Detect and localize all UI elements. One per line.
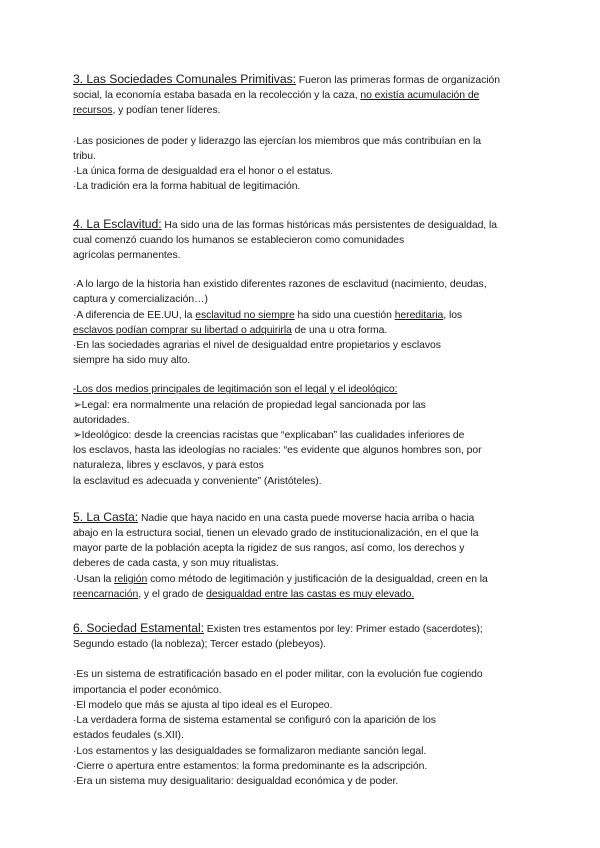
section-6-bullets: ·Es un sistema de estratificación basado en el poder militar, con la evolución fue cogiendo importancia el poder económico. ·El modelo que más se ajusta al tipo ideal es el Europeo. ·La verdadera forma de sistema estamental se configuró con la aparición de los estados feudales (s.XII). ·Los estamentos y las desigualdades se formalizaron mediante sanción legal. ·Cierre o apertura entre estamentos: la forma predominante es la adscripción. ·Era un sistema muy desigualitario: desigualdad económica y de poder. [73,669,483,787]
legitimation-means: -Los dos medios principales de legitimación son el legal y el ideológico: ➢Legal: era normalmente una relación de propiedad legal sancionada por las autoridades. ➢Ideológico: desde la creencias racistas que “explicaban” las cualidades inferiores de los esclavos, hasta las ideologías no raciales: “es evidente que algunos hombres son, por naturaleza, libres y esclavos, y para estos la esclavitud es adecuada y conveniente” (Aristóteles). [73,382,535,488]
section-5: 5. La Casta: Nadie que haya nacido en una casta puede moverse hacia arriba o hacia abajo en la estructura social, tienen un elevado grado de institucionalización, en el que la mayor parte de la población acepta la rigidez de sus rangos, así como, los derechos y deberes de cada casta, y son muy ritualistas. ·Usan la religión como método de legitimación y justificación de la desigualdad, creen en la reencarnación, y el grado de desigualdad entre las castas es muy elevado. [73,509,488,600]
legitimation-title: -Los dos medios principales de legitimación son el legal y el ideológico: [73,384,398,396]
section-3-bullets: ·Las posiciones de poder y liderazgo las ejercían los miembros que más contribuían en la tribu. ·La única forma de desigualdad era el honor o el estatus. ·La tradición era la forma habitual de legitimación. [73,135,481,193]
section-5-heading: 5. La Casta: [73,509,139,524]
section-6-heading: 6. Sociedad Estamental: [73,621,204,636]
section-4-bullets: ·A lo largo de la historia han existido diferentes razones de esclavitud (nacimiento, deudas, captura y comercialización…) ·A diferencia de EE.UU, la esclavitud no siempre ha sido una cuestión hereditaria, los esclavos podían comprar su libertad o adquirirla de una u otra forma. ·En las sociedades agrarias el nivel de desigualdad entre propietarios y esclavos siempre ha sido muy alto. [73,279,487,367]
section-6-intro: 6. Sociedad Estamental: Existen tres estamentos por ley: Primer estado (sacerdotes); Segundo estado (la nobleza); Tercer estado (plebeyos). [73,621,483,651]
section-3-heading: 3. Las Sociedades Comunales Primitivas: [73,72,296,86]
section-4-heading: 4. La Esclavitud: [73,216,162,231]
document-page [73,72,535,789]
section-3-intro: 3. Las Sociedades Comunales Primitivas: Fueron las primeras formas de organización social, la economía estaba basada en la recolección y la caza, no existía acumulación de recursos, y podían tener líderes. [73,72,500,117]
section-4-intro: 4. La Esclavitud: Ha sido una de las formas históricas más persistentes de desigualdad, la cual comenzó cuando los humanos se establecieron como comunidades agrícolas permanentes. [73,216,497,262]
